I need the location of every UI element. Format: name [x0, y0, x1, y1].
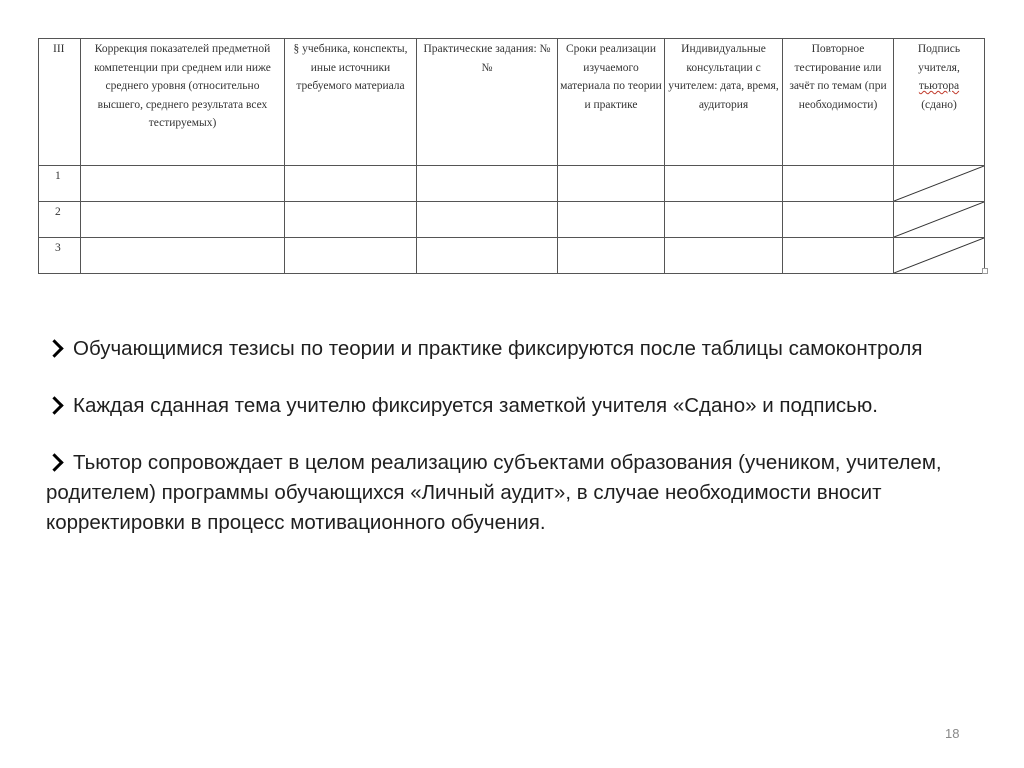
tutor-label: тьютора [918, 80, 960, 92]
row-number: 2 [39, 202, 81, 238]
self-control-table [38, 38, 985, 274]
bullet-text: Обучающимися тезисы по теории и практике фиксируются после таблицы самоконтроля [73, 337, 923, 360]
bullet-text: Тьютор сопровождает в целом реализацию субъектами образования (учеником, учителем, родителем) программы обучающихся «Личный аудит», в случае необходимости вносит корректировки в процесс мотивационного обучения. [46, 451, 942, 534]
header-retest: Повторное тестирование или зачёт по темам (при необходимости) [783, 39, 894, 166]
table-cell[interactable] [665, 166, 783, 202]
table-cell[interactable] [81, 202, 285, 238]
arrow-bullet-icon [45, 453, 63, 471]
signature-cell[interactable] [894, 202, 985, 238]
bullet-text: Каждая сданная тема учителю фиксируется заметкой учителя «Сдано» и подписью. [73, 394, 878, 417]
table-cell[interactable] [81, 238, 285, 274]
table-cell[interactable] [558, 202, 665, 238]
row-number: 3 [39, 238, 81, 274]
header-correction: Коррекция показателей предметной компетенции при среднем или ниже среднего уровня (относительно высшего, среднего результата всех тестируемых) [81, 39, 285, 166]
table-cell[interactable] [417, 166, 558, 202]
handed-in-label: (сдано) [921, 98, 957, 111]
table-cell[interactable] [665, 202, 783, 238]
diagonal-strike-icon [894, 202, 984, 237]
table-cell[interactable] [665, 238, 783, 274]
table-cell[interactable] [783, 202, 894, 238]
table-cell[interactable] [285, 202, 417, 238]
table-cell[interactable] [558, 238, 665, 274]
arrow-bullet-icon [45, 396, 63, 414]
table-cell[interactable] [783, 238, 894, 274]
header-sources: § учебника, конспекты, иные источники требуемого материала [285, 39, 417, 166]
row-number: 1 [39, 166, 81, 202]
table-cell[interactable] [417, 202, 558, 238]
table-cell[interactable] [285, 166, 417, 202]
header-deadlines: Сроки реализации изучаемого материала по теории и практике [558, 39, 665, 166]
bullet-item [46, 448, 986, 538]
table-row [39, 238, 985, 274]
table-cell[interactable] [81, 166, 285, 202]
table-cell[interactable] [558, 166, 665, 202]
arrow-bullet-icon [45, 339, 63, 357]
header-practical-tasks: Практические задания: №№ [417, 39, 558, 166]
signature-cell[interactable] [894, 238, 985, 274]
bullet-item [46, 334, 986, 364]
signature-cell[interactable] [894, 166, 985, 202]
signature-label: Подпись учителя, [917, 43, 961, 74]
table-cell[interactable] [783, 166, 894, 202]
table-header-row [39, 39, 985, 166]
header-signature [894, 39, 985, 166]
table-resize-handle[interactable] [982, 268, 988, 274]
header-section-number: III [39, 39, 81, 166]
bullet-item [46, 391, 986, 421]
table-cell[interactable] [285, 238, 417, 274]
header-consultations: Индивидуальные консультации с учителем: дата, время, аудитория [665, 39, 783, 166]
bullet-list [46, 334, 986, 565]
page-number: 18 [945, 726, 960, 741]
table-row [39, 166, 985, 202]
diagonal-strike-icon [894, 166, 984, 201]
table-cell[interactable] [417, 238, 558, 274]
table-row [39, 202, 985, 238]
diagonal-strike-icon [894, 238, 984, 273]
